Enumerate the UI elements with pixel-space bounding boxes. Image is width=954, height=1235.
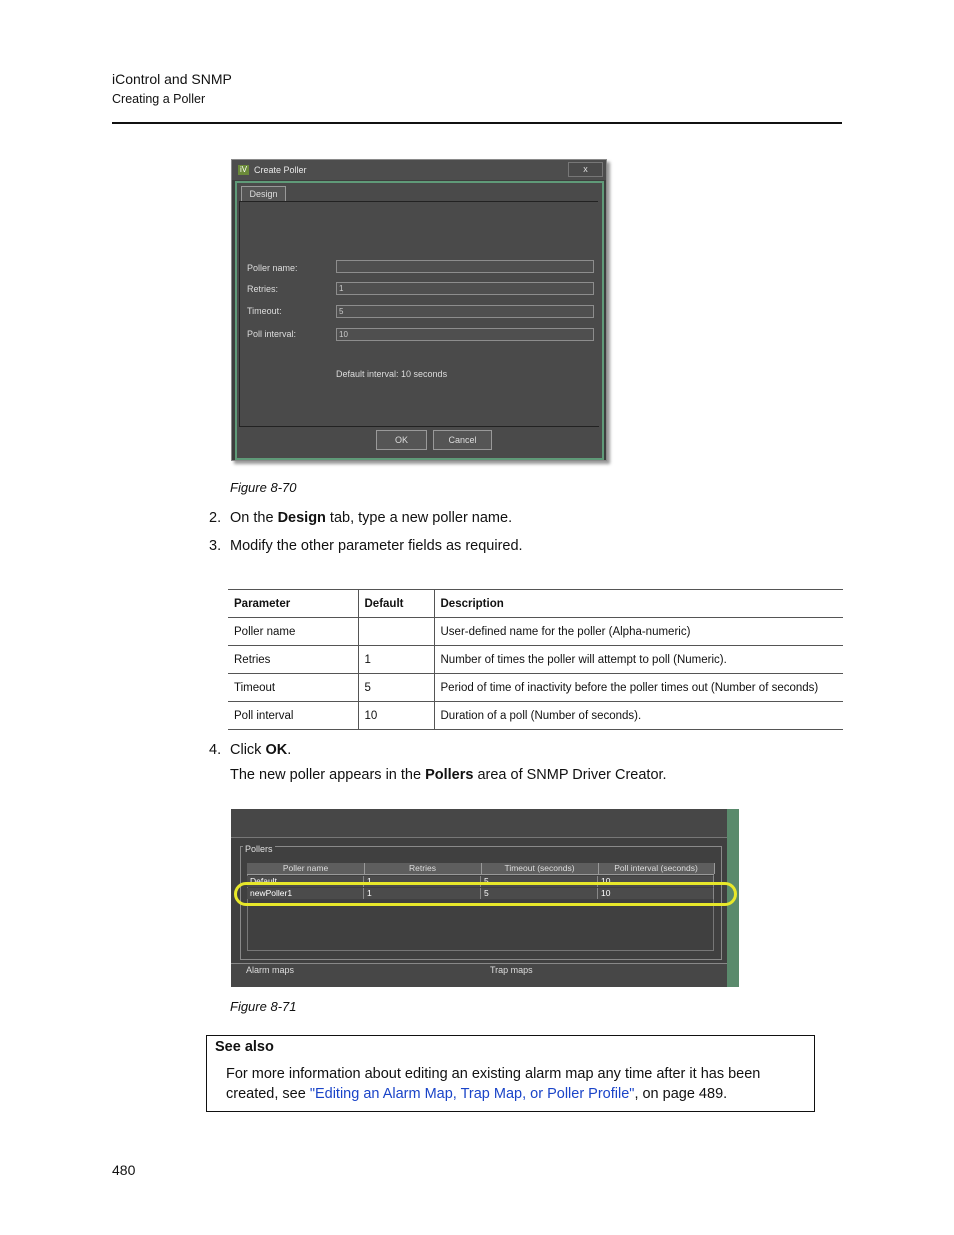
page-number: 480 (112, 1162, 136, 1178)
poller-name-label: Poller name: (247, 263, 298, 273)
header-rule (112, 122, 842, 124)
step-bold-term: OK (265, 742, 288, 758)
table-cell: 5 (481, 888, 598, 899)
table-cell: 1 (364, 876, 481, 887)
see-also-title: See also (215, 1039, 274, 1055)
step-bold-term: Pollers (425, 767, 474, 783)
step-text-part: area of SNMP Driver Creator. (473, 767, 667, 783)
see-also-text: , on page 489. (634, 1086, 728, 1102)
table-cell: Number of times the poller will attempt to poll (Numeric). (434, 646, 843, 674)
column-header[interactable]: Poller name (247, 863, 365, 874)
table-header-row (228, 590, 843, 618)
step-text (230, 510, 512, 526)
table-cell: 10 (598, 876, 714, 887)
running-header-subtitle: Creating a Poller (112, 92, 206, 106)
create-poller-dialog (231, 159, 607, 461)
poller-name-field[interactable] (336, 260, 594, 273)
table-cell: Retries (228, 646, 358, 674)
parameter-table (228, 589, 843, 730)
step-text-part: Click (230, 742, 266, 758)
step-4-result (230, 767, 667, 783)
table-row (228, 702, 843, 730)
running-header-title: iControl and SNMP (112, 71, 232, 87)
timeout-label: Timeout: (247, 306, 282, 316)
column-header[interactable]: Timeout (seconds) (481, 863, 599, 874)
table-cell: User-defined name for the poller (Alpha-numeric) (434, 618, 843, 646)
table-cell: Default (247, 876, 364, 887)
step-text (230, 742, 291, 758)
step-text: Modify the other parameter fields as required. (230, 538, 523, 554)
app-icon: iV (239, 165, 248, 174)
see-also-box (206, 1035, 815, 1112)
see-also-body (226, 1064, 806, 1104)
table-cell: Timeout (228, 674, 358, 702)
trap-maps-label: Trap maps (490, 965, 533, 975)
step-text-part: On the (230, 510, 278, 526)
table-cell: 10 (358, 702, 434, 730)
table-row (228, 674, 843, 702)
step-number: 3. (209, 538, 222, 554)
column-header: Description (434, 590, 843, 618)
upper-panel (231, 809, 729, 838)
pollers-table-header (247, 863, 714, 875)
table-cell: Period of time of inactivity before the poller times out (Number of seconds) (434, 674, 843, 702)
table-cell: 1 (364, 888, 481, 899)
table-row (228, 646, 843, 674)
table-cell: Poller name (228, 618, 358, 646)
default-interval-note: Default interval: 10 seconds (336, 369, 448, 379)
pollers-screenshot (231, 809, 739, 987)
table-cell: 10 (598, 888, 714, 899)
cancel-button[interactable]: Cancel (433, 430, 492, 450)
dialog-title: Create Poller (254, 165, 307, 175)
retries-label: Retries: (247, 284, 279, 294)
table-row (228, 618, 843, 646)
timeout-field[interactable]: 5 (336, 305, 594, 318)
ok-button[interactable]: OK (376, 430, 427, 450)
column-header[interactable]: Poll interval (seconds) (598, 863, 715, 874)
step-number: 4. (209, 742, 222, 758)
column-header: Default (358, 590, 434, 618)
step-bold-term: Design (277, 510, 326, 526)
tab-design[interactable]: Design (241, 186, 286, 201)
design-panel (239, 202, 599, 427)
close-button[interactable]: x (568, 162, 603, 177)
lower-panel (231, 963, 727, 987)
poll-interval-label: Poll interval: (247, 329, 297, 339)
alarm-maps-label: Alarm maps (246, 965, 295, 975)
step-text-part: The new poller appears in the (230, 767, 426, 783)
step-text-part: . (287, 742, 292, 758)
table-cell: 5 (358, 674, 434, 702)
step-text-part: tab, type a new poller name. (325, 510, 513, 526)
dialog-body (235, 181, 604, 460)
figure-caption: Figure 8-70 (230, 480, 297, 495)
table-cell (358, 618, 434, 646)
cross-reference-link[interactable]: "Editing an Alarm Map, Trap Map, or Poller Profile" (309, 1086, 635, 1102)
figure-caption: Figure 8-71 (230, 999, 297, 1014)
retries-field[interactable]: 1 (336, 282, 594, 295)
highlight-oval (234, 882, 737, 906)
table-cell: Duration of a poll (Number of seconds). (434, 702, 843, 730)
dialog-titlebar (232, 160, 606, 180)
table-cell: Poll interval (228, 702, 358, 730)
step-number: 2. (209, 510, 222, 526)
see-also-text: For more information about editing an existing alarm map any time after it has been created, see (226, 1066, 761, 1102)
poll-interval-field[interactable]: 10 (336, 328, 594, 341)
table-cell: 1 (358, 646, 434, 674)
pollers-group-label: Pollers (245, 844, 273, 854)
table-cell: newPoller1 (247, 888, 364, 899)
table-cell: 5 (481, 876, 598, 887)
column-header: Parameter (228, 590, 358, 618)
column-header[interactable]: Retries (364, 863, 482, 874)
